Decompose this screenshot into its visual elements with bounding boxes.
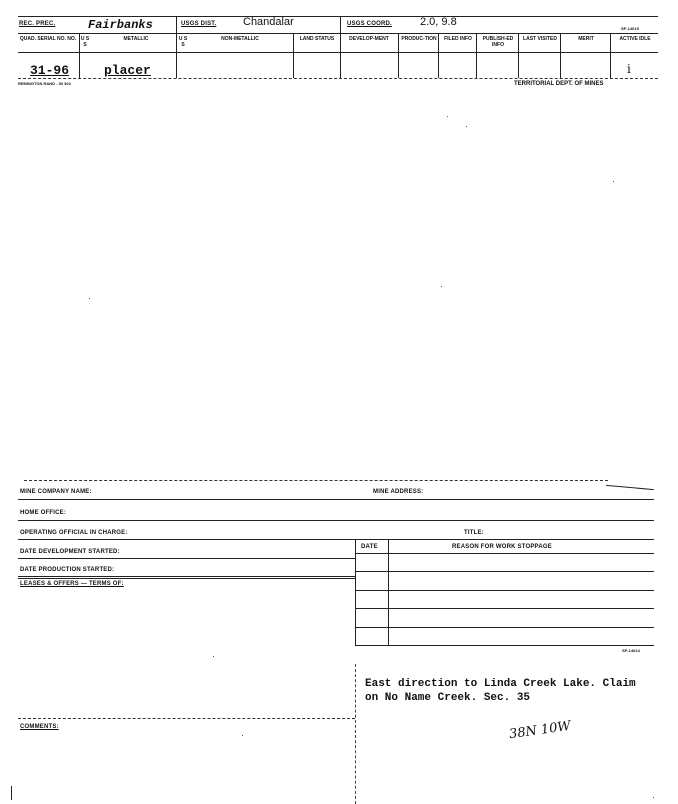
divider	[560, 33, 561, 78]
scan-speck	[242, 735, 243, 736]
uss-left-header: U S S	[80, 36, 90, 48]
land-status-header: LAND STATUS	[299, 36, 335, 42]
scan-speck	[653, 797, 654, 798]
last-visited-header: LAST VISITED	[523, 36, 557, 42]
merit-header: MERIT	[578, 36, 594, 42]
active-idle-value: i	[627, 62, 631, 76]
date-column-header: DATE	[361, 544, 378, 550]
production-header: PRODUC-TION	[401, 36, 437, 42]
divider	[176, 16, 177, 78]
header-top-rule	[18, 16, 658, 17]
form-rule	[18, 539, 654, 540]
header-mid-rule	[18, 33, 658, 34]
date-development-started-label: DATE DEVELOPMENT STARTED:	[20, 549, 120, 555]
divider	[610, 33, 611, 78]
mine-address-label: MINE ADDRESS:	[373, 489, 424, 495]
edge-mark	[11, 786, 12, 800]
scan-speck	[466, 126, 467, 127]
operating-official-label: OPERATING OFFICIAL IN CHARGE:	[20, 530, 128, 536]
uss-right-header: U S S	[178, 36, 188, 48]
usgs-coord-value: 2.0, 9.8	[420, 16, 457, 28]
divider	[355, 539, 356, 646]
comments-rule	[18, 718, 355, 720]
header-bottom-rule	[18, 52, 658, 53]
divider	[438, 33, 439, 78]
metallic-header: METALLIC	[123, 36, 149, 42]
quad-serial-header: QUAD. SERIAL NO. NO.	[19, 36, 77, 42]
form-rule	[18, 578, 355, 579]
active-idle-header: ACTIVE IDLE	[619, 36, 651, 42]
usgs-coord-label: USGS COORD.	[347, 21, 392, 27]
handwritten-note: 38N 10W	[508, 718, 572, 743]
department-name: TERRITORIAL DEPT. OF MINES	[514, 81, 604, 87]
form-rule	[355, 645, 654, 646]
divider	[388, 539, 389, 646]
form-rule	[18, 576, 355, 577]
form-rule	[355, 590, 654, 591]
form-rule	[18, 499, 654, 500]
rec-prec-value: Fairbanks	[88, 18, 153, 32]
scan-speck	[441, 286, 442, 287]
reason-column-header: REASON FOR WORK STOPPAGE	[452, 544, 552, 550]
rec-prec-label: REC. PREC.	[19, 21, 56, 27]
form-rule	[18, 520, 654, 521]
mine-company-name-label: MINE COMPANY NAME:	[20, 489, 92, 495]
title-label: TITLE:	[464, 530, 484, 536]
usgs-dist-value: Chandalar	[243, 16, 294, 28]
quad-serial-value: 31-96	[30, 63, 70, 78]
divider	[476, 33, 477, 78]
development-header: DEVELOP-MENT	[349, 36, 389, 42]
divider	[398, 33, 399, 78]
divider	[79, 33, 80, 78]
form-rule	[355, 571, 654, 572]
form-rule	[355, 553, 654, 554]
leases-offers-label: LEASES & OFFERS — TERMS OF:	[20, 581, 124, 587]
comments-label: COMMENTS:	[20, 724, 59, 730]
form-rule	[355, 627, 654, 628]
comments-divider	[355, 664, 356, 804]
form-rule	[18, 558, 355, 559]
printer-mark: REMINGTON RAND - 50 302	[18, 81, 71, 86]
date-production-started-label: DATE PRODUCTION STARTED:	[20, 567, 115, 573]
form-number: SP-14615	[621, 26, 639, 31]
record-row-rule	[18, 78, 658, 79]
scan-speck	[613, 181, 614, 182]
typed-note-line1: East direction to Linda Creek Lake. Claim	[365, 678, 636, 690]
stray-mark	[606, 485, 654, 490]
divider	[518, 33, 519, 78]
published-info-header: PUBLISH-ED INFO	[482, 36, 514, 48]
scan-speck	[447, 116, 448, 117]
divider	[340, 16, 341, 78]
filed-info-header: FILED INFO	[444, 36, 472, 42]
typed-note-line2: on No Name Creek. Sec. 35	[365, 692, 531, 704]
form-number-back: SP-14614	[622, 648, 640, 653]
non-metallic-header: NON-METALLIC	[221, 36, 259, 42]
fold-line	[24, 480, 608, 481]
scan-speck	[89, 298, 90, 299]
metallic-value: placer	[104, 63, 151, 78]
divider	[293, 33, 294, 78]
form-rule	[355, 608, 654, 609]
home-office-label: HOME OFFICE:	[20, 510, 67, 516]
usgs-dist-label: USGS DIST.	[181, 21, 217, 27]
scan-speck	[213, 656, 214, 657]
